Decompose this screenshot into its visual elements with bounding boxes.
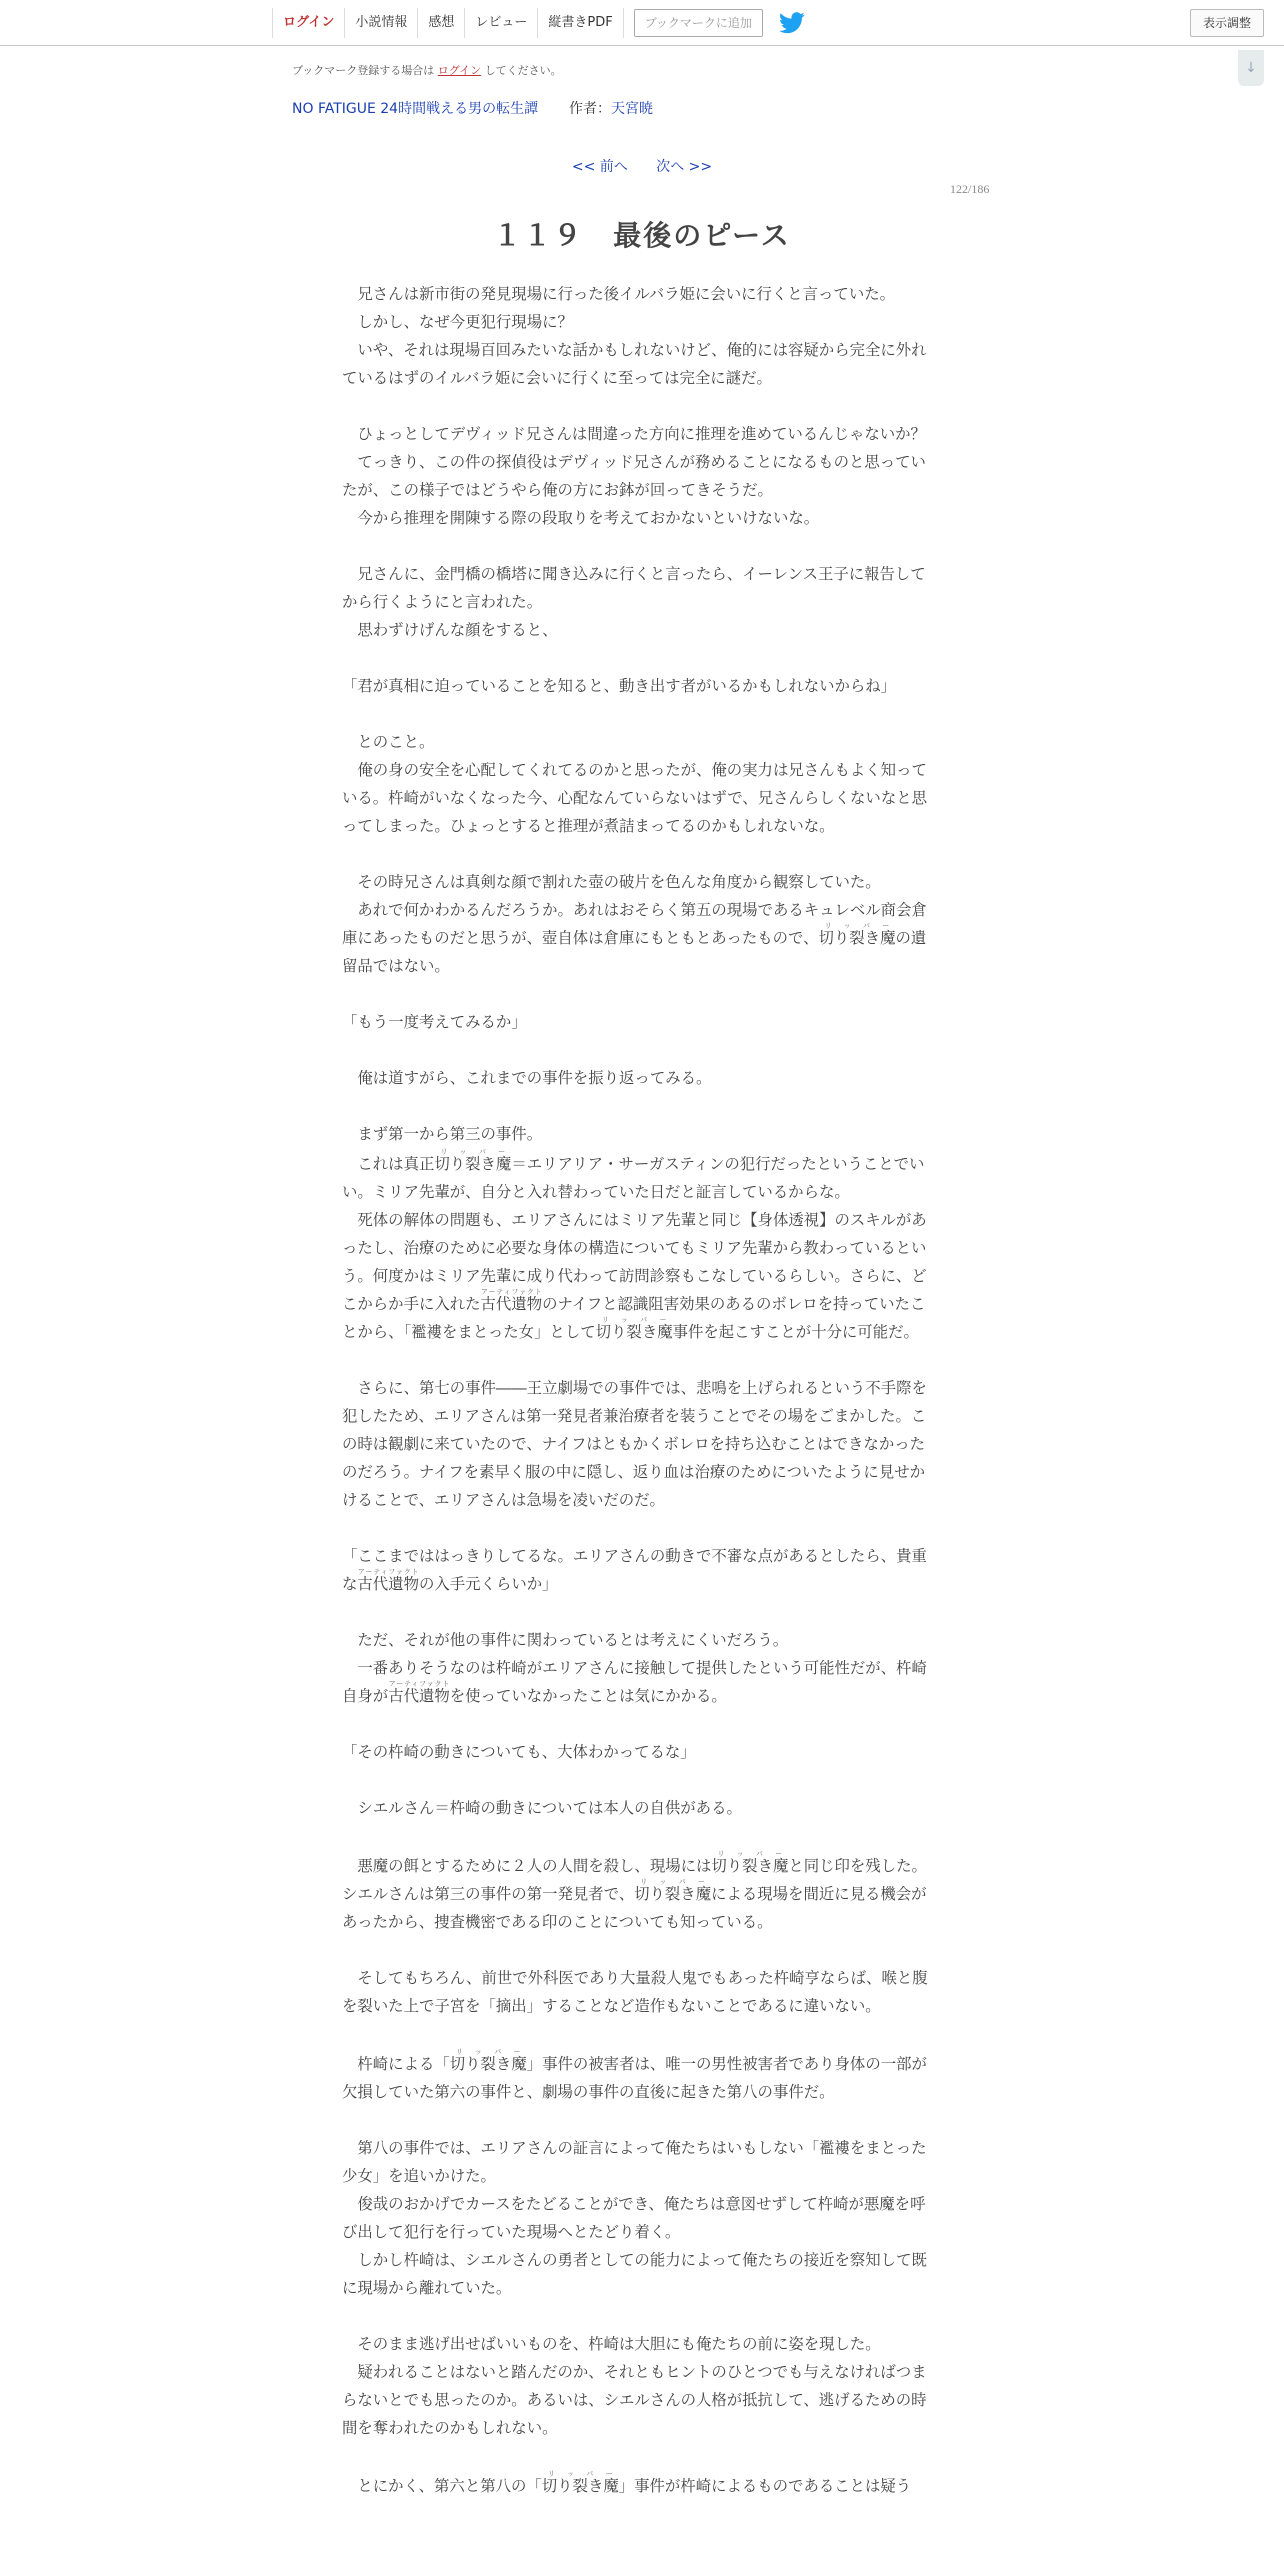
ruby-term: 切り裂き魔リッパー <box>634 1878 712 1903</box>
paragraph: あれで何かわかるんだろうか。あれはおそらく第五の現場であるキュレベル商会倉庫にあったものだと思うが、壺自体は倉庫にもともとあったもので、切り裂き魔リッパーの遺留品ではない。 <box>342 901 927 975</box>
ruby-term: 古代遺物アーティファクト <box>357 1568 419 1593</box>
next-chapter-link[interactable]: 次へ >> <box>656 159 713 175</box>
page-number: 122/186 <box>950 182 990 196</box>
blank-line <box>342 980 938 1008</box>
ruby-term: 切り裂き魔リッパー <box>541 2470 619 2495</box>
blank-line <box>342 1346 938 1374</box>
prev-chapter-link[interactable]: << 前へ <box>571 159 628 175</box>
ruby-term: 切り裂き魔リッパー <box>449 2048 527 2073</box>
ruby-term: 切り裂き魔リッパー <box>818 922 896 947</box>
blank-line <box>342 1514 938 1542</box>
vertical-pdf-link[interactable]: 縦書きPDF <box>537 8 623 38</box>
novel-body <box>342 280 938 2500</box>
paragraph: しかし杵崎は、シエルさんの勇者としての能力によって俺たちの接近を察知して既に現場から離れていた。 <box>342 2251 927 2297</box>
blank-line <box>342 1766 938 1794</box>
ruby-term: 切り裂き魔リッパー <box>595 1316 673 1341</box>
paragraph: 「その杵崎の動きについても、大体わかってるな」 <box>342 1743 696 1761</box>
bookmark-note-suffix: してください。 <box>484 64 562 77</box>
blank-line <box>342 2302 938 2330</box>
blank-line <box>342 392 938 420</box>
paragraph: 兄さんに、金門橋の橋塔に聞き込みに行くと言ったら、イーレンス王子に報告してから行くようにと言われた。 <box>342 565 926 611</box>
novel-info-link[interactable]: 小説情報 <box>344 8 417 38</box>
blank-line <box>342 644 938 672</box>
blank-line <box>342 532 938 560</box>
paragraph: 今から推理を開陳する際の段取りを考えておかないといけないな。 <box>342 509 820 527</box>
novel-title-link[interactable]: NO FATIGUE 24時間戦える男の転生譚 <box>292 101 539 117</box>
ruby-term: 切り裂き魔リッパー <box>711 1850 789 1875</box>
paragraph: その時兄さんは真剣な顔で割れた壺の破片を色んな角度から観察していた。 <box>342 873 881 891</box>
paragraph: 第八の事件では、エリアさんの証言によって俺たちはいもしない「襤褸をまとった少女」を追いかけた。 <box>342 2139 927 2185</box>
paragraph: ひょっとしてデヴィッド兄さんは間違った方向に推理を進めているんじゃないか？ <box>342 425 926 443</box>
blank-line <box>342 2020 938 2048</box>
blank-line <box>342 2442 938 2470</box>
ruby-term: 古代遺物アーティファクト <box>480 1288 543 1313</box>
paragraph: そしてもちろん、前世で外科医であり大量殺人鬼でもあった杵崎亨ならば、喉と腹を裂いた上で子宮を「摘出」することなど造作もないことであるに違いない。 <box>342 1969 928 2015</box>
bookmark-login-note <box>292 62 562 78</box>
add-bookmark-button[interactable]: ブックマークに追加 <box>634 9 763 37</box>
paragraph: そのまま逃げ出せばいいものを、杵崎は大胆にも俺たちの前に姿を現した。 <box>342 2335 881 2353</box>
blank-line <box>342 1092 938 1120</box>
chapter-pager <box>0 156 1284 176</box>
scroll-down-tab[interactable]: ↓ <box>1238 50 1264 86</box>
paragraph: 兄さんは新市街の発見現場に行った後イルバラ姫に会いに行くと言っていた。 <box>342 285 895 303</box>
blank-line <box>342 2106 938 2134</box>
paragraph: シエルさん＝杵崎の動きについては本人の自供がある。 <box>342 1799 742 1817</box>
paragraph: いや、それは現場百回みたいな話かもしれないけど、俺的には容疑から完全に外れているはずのイルバラ姫に会いに行くに至っては完全に謎だ。 <box>342 341 927 387</box>
impressions-link[interactable]: 感想 <box>417 8 464 38</box>
paragraph: 疑われることはないと踏んだのか、それともヒントのひとつでも与えなければつまらないとでも思ったのか。あるいは、シエルさんの人格が抵抗して、逃げるための時間を奪われたのかもしれない。 <box>342 2363 927 2437</box>
paragraph: 死体の解体の問題も、エリアさんにはミリア先輩と同じ【身体透視】のスキルがあったし、治療のために必要な身体の構造についてもミリア先輩から教わっているという。何度かはミリア先輩に成り代わって訪問診察もこなしているらしい。さらに、どこからか手に入れた古代遺物アーティファクトのナイフと認識阻害効果のあるのボレロを持っていたことから、「襤褸をまとった女」として切り裂き魔リッパー事件を起こすことが十分に可能だ。 <box>342 1211 927 1341</box>
author-link[interactable]: 天宮暁 <box>611 101 653 117</box>
paragraph: 「君が真相に迫っていることを知ると、動き出す者がいるかもしれないからね」 <box>342 677 897 695</box>
paragraph: 杵崎による「切り裂き魔リッパー」事件の被害者は、唯一の男性被害者であり身体の一部が欠損していた第六の事件と、劇場の事件の直後に起きた第八の事件だ。 <box>342 2048 927 2101</box>
paragraph: 「もう一度考えてみるか」 <box>342 1013 527 1031</box>
paragraph: とにかく、第六と第八の「切り裂き魔リッパー」事件が杵崎によるものであることは疑う <box>342 2470 912 2495</box>
blank-line <box>342 1822 938 1850</box>
global-nav <box>272 6 805 40</box>
bookmark-note-text: ブックマーク登録する場合は <box>292 64 435 77</box>
paragraph: 俺の身の安全を心配してくれてるのかと思ったが、俺の実力は兄さんもよく知っている。杵崎がいなくなった今、心配なんていらないはずで、兄さんらしくないなと思ってしまった。ひょっとすると推理が煮詰まってるのかもしれないな。 <box>342 761 927 835</box>
paragraph: 俺は道すがら、これまでの事件を振り返ってみる。 <box>342 1069 712 1087</box>
paragraph: これは真正切り裂き魔リッパー＝エリアリア・サーガスティンの犯行だったということでいい。ミリア先輩が、自分と入れ替わっていた日だと証言しているからな。 <box>342 1148 925 1201</box>
blank-line <box>342 840 938 868</box>
paragraph: 俊哉のおかげでカースをたどることができ、俺たちは意図せずして杵崎が悪魔を呼び出して犯行を行っていた現場へとたどり着く。 <box>342 2195 926 2241</box>
paragraph: 悪魔の餌とするために２人の人間を殺し、現場には切り裂き魔リッパーと同じ印を残した。シエルさんは第三の事件の第一発見者で、切り裂き魔リッパーによる現場を間近に見る機会があったから、捜査機密である印のことについても知っている。 <box>342 1850 927 1931</box>
author-label: 作者： <box>569 101 611 117</box>
paragraph: てっきり、この件の探偵役はデヴィッド兄さんが務めることになるものと思っていたが、この様子ではどうやら俺の方にお鉢が回ってきそうだ。 <box>342 453 926 499</box>
paragraph: 一番ありそうなのは杵崎がエリアさんに接触して提供したという可能性だが、杵崎自身が古代遺物アーティファクトを使っていなかったことは気にかかる。 <box>342 1659 927 1705</box>
novel-header <box>292 98 653 118</box>
paragraph: とのこと。 <box>342 733 435 751</box>
blank-line <box>342 1036 938 1064</box>
paragraph: しかし、なぜ今更犯行現場に？ <box>342 313 573 331</box>
top-navigation-bar <box>0 0 1284 46</box>
paragraph: 思わずけげんな顔をすると、 <box>342 621 558 639</box>
display-settings-button[interactable]: 表示調整 <box>1190 9 1264 37</box>
review-link[interactable]: レビュー <box>464 8 537 38</box>
ruby-term: 切り裂き魔リッパー <box>434 1148 512 1173</box>
paragraph: 「ここまでははっきりしてるな。エリアさんの動きで不審な点があるとしたら、貴重な古代遺物アーティファクトの入手元くらいか」 <box>342 1547 927 1593</box>
paragraph: ただ、それが他の事件に関わっているとは考えにくいだろう。 <box>342 1631 789 1649</box>
blank-line <box>342 1936 938 1964</box>
blank-line <box>342 700 938 728</box>
twitter-icon[interactable] <box>779 12 805 34</box>
blank-line <box>342 1710 938 1738</box>
blank-line <box>342 1598 938 1626</box>
login-link[interactable]: ログイン <box>272 8 344 38</box>
paragraph: さらに、第七の事件――王立劇場での事件では、悲鳴を上げられるという不手際を犯したため、エリアさんは第一発見者兼治療者を装うことでその場をごまかした。この時は観劇に来ていたので、ナイフはともかくボレロを持ち込むことはできなかったのだろう。ナイフを素早く服の中に隠し、返り血は治療のためについたように見せかけることで、エリアさんは急場を凌いだのだ。 <box>342 1379 927 1509</box>
chapter-title: １１９ 最後のピース <box>493 219 791 252</box>
ruby-term: 古代遺物アーティファクト <box>388 1680 450 1705</box>
bookmark-login-link[interactable]: ログイン <box>437 64 482 77</box>
paragraph: まず第一から第三の事件。 <box>342 1125 543 1143</box>
